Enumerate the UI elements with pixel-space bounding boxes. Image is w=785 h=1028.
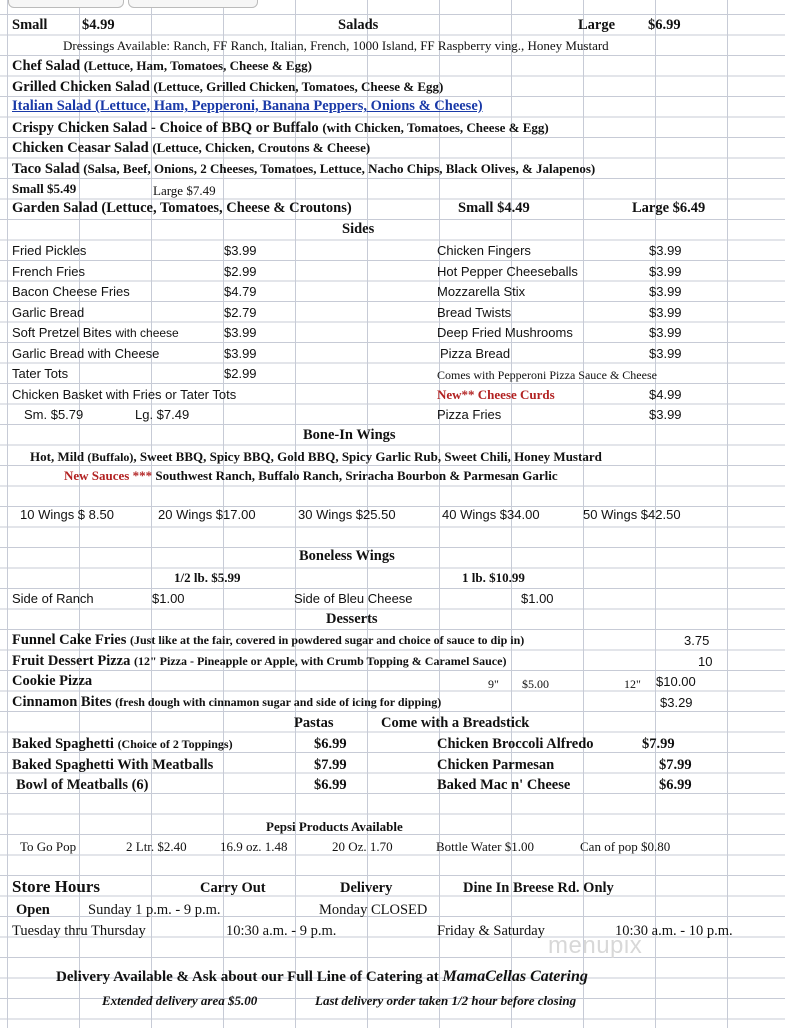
drink-price: 20 Oz. 1.70 [332, 839, 393, 854]
dessert-price: $3.29 [660, 695, 693, 710]
wing-price: 30 Wings $25.50 [298, 507, 396, 522]
taco-salad: Taco Salad (Salsa, Beef, Onions, 2 Cheeses, Tomatoes, Lettuce, Nacho Chips, Black Olives, & Jalapenos) [12, 161, 596, 177]
salads-large-price: $6.99 [648, 17, 681, 33]
boneless-title: Boneless Wings [299, 548, 395, 564]
side-price: $2.99 [224, 366, 257, 381]
side-price: $2.79 [224, 305, 257, 320]
extended-delivery: Extended delivery area $5.00 [102, 993, 258, 1008]
wing-sauces: Hot, Mild (Buffalo), Sweet BBQ, Spicy BBQ, Gold BBQ, Spicy Garlic Rub, Sweet Chili, Honey Mustard [30, 449, 602, 464]
side-ranch-price: $1.00 [152, 591, 185, 606]
delivery-label: Delivery [340, 880, 393, 896]
pasta-price: $7.99 [642, 736, 675, 752]
side-price: $4.79 [224, 284, 257, 299]
garden-large-price: Large $6.49 [632, 200, 706, 216]
store-hours-title: Store Hours [12, 877, 100, 896]
tue-thu-hours: 10:30 a.m. - 9 p.m. [226, 923, 337, 939]
drink-price: 2 Ltr. $2.40 [126, 839, 187, 854]
pastas-title: Pastas [294, 715, 334, 731]
wing-price: 20 Wings $17.00 [158, 507, 256, 522]
pastas-subtitle: Come with a Breadstick [381, 715, 530, 731]
cinnamon-bites: Cinnamon Bites (fresh dough with cinnamon sugar and side of icing for dipping) [12, 694, 442, 710]
side-item: Garlic Bread [12, 305, 85, 320]
boneless-one-price: 1 lb. $10.99 [462, 570, 525, 585]
crispy-chicken-salad: Crispy Chicken Salad - Choice of BBQ or Buffalo (with Chicken, Tomatoes, Cheese & Egg) [12, 120, 549, 136]
sunday-hours: Sunday 1 p.m. - 9 p.m. [88, 902, 221, 918]
last-delivery-order: Last delivery order taken 1/2 hour before closing [315, 993, 577, 1008]
side-item: Chicken Basket with Fries or Tater Tots [12, 387, 237, 402]
dressings-available: Dressings Available: Ranch, FF Ranch, Italian, French, 1000 Island, FF Raspberry ving., Honey Mustard [63, 38, 609, 53]
fruit-dessert-pizza: Fruit Dessert Pizza (12" Pizza - Pineapple or Apple, with Crumb Topping & Caramel Sauce) [12, 653, 507, 669]
sides-title: Sides [342, 221, 375, 237]
side-item: Fried Pickles [12, 243, 87, 258]
side-price: $3.99 [224, 243, 257, 258]
baked-spaghetti: Baked Spaghetti (Choice of 2 Toppings) [12, 736, 233, 752]
side-item: Garlic Bread with Cheese [12, 346, 160, 361]
dessert-price: 3.75 [684, 633, 710, 648]
side-item: Tater Tots [12, 366, 69, 381]
side-item: Chicken Fingers [437, 243, 531, 258]
drinks-title: Pepsi Products Available [266, 819, 403, 834]
drink-price: Can of pop $0.80 [580, 839, 671, 854]
side-ranch: Side of Ranch [12, 591, 94, 606]
dine-in-label: Dine In Breese Rd. Only [463, 880, 614, 896]
chef-salad: Chef Salad (Lettuce, Ham, Tomatoes, Cheese & Egg) [12, 58, 312, 74]
carry-out-label: Carry Out [200, 880, 266, 896]
wing-price: 50 Wings $42.50 [583, 507, 681, 522]
side-price: $3.99 [649, 346, 682, 361]
pasta-price: $6.99 [659, 777, 692, 793]
side-price: $3.99 [649, 407, 682, 422]
drink-price: Bottle Water $1.00 [436, 839, 535, 854]
chicken-caesar-salad: Chicken Ceasar Salad (Lettuce, Chicken, Croutons & Cheese) [12, 140, 371, 156]
drink-price: 16.9 oz. 1.48 [220, 839, 288, 854]
side-price: Sm. $5.79 [24, 407, 84, 422]
dessert-price: $5.00 [522, 677, 549, 691]
side-item: Soft Pretzel Bites with cheese [12, 325, 179, 340]
sheet-tab[interactable] [128, 0, 258, 8]
italian-salad: Italian Salad (Lettuce, Ham, Pepperoni, Banana Peppers, Onions & Cheese) [12, 98, 483, 114]
side-bleu-price: $1.00 [521, 591, 554, 606]
side-price: Lg. $7.49 [135, 407, 190, 422]
dessert-price: $10.00 [656, 674, 696, 689]
side-price: $3.99 [224, 346, 257, 361]
grilled-chicken-salad: Grilled Chicken Salad (Lettuce, Grilled Chicken, Tomatoes, Cheese & Egg) [12, 79, 444, 95]
side-bleu: Side of Bleu Cheese [294, 591, 413, 606]
wings-title: Bone-In Wings [303, 427, 396, 443]
cookie-pizza: Cookie Pizza [12, 673, 93, 689]
side-price: $2.99 [224, 264, 257, 279]
chicken-parmesan: Chicken Parmesan [437, 757, 555, 773]
salads-small-label: Small [12, 17, 48, 33]
garden-small-price: Small $4.49 [458, 200, 530, 216]
side-item: Bread Twists [437, 305, 512, 320]
baked-mac-cheese: Baked Mac n' Cheese [437, 777, 571, 793]
fri-sat-label: Friday & Saturday [437, 923, 545, 939]
side-price: $3.99 [649, 264, 682, 279]
salads-large-label: Large [578, 17, 616, 33]
fri-sat-hours: 10:30 a.m. - 10 p.m. [615, 923, 733, 939]
side-item: Bacon Cheese Fries [12, 284, 130, 299]
pasta-price: $6.99 [314, 736, 347, 752]
desserts-title: Desserts [326, 611, 378, 627]
pasta-price: $7.99 [659, 757, 692, 773]
salads-title: Salads [338, 17, 379, 33]
delivery-catering-line: Delivery Available & Ask about our Full Line of Catering at MamaCellas Catering [56, 968, 588, 985]
side-item: French Fries [12, 264, 85, 279]
side-item: Pizza Fries [437, 407, 502, 422]
side-price: $3.99 [224, 325, 257, 340]
sheet-tab[interactable] [8, 0, 124, 8]
side-price: $3.99 [649, 325, 682, 340]
pasta-price: $6.99 [314, 777, 347, 793]
pizza-bread-note: Comes with Pepperoni Pizza Sauce & Cheese [437, 368, 657, 382]
cookie-size: 12" [624, 677, 641, 691]
dessert-price: 10 [698, 654, 713, 669]
side-price: $3.99 [649, 243, 682, 258]
chicken-broccoli-alfredo: Chicken Broccoli Alfredo [437, 736, 594, 752]
wing-price: 10 Wings $ 8.50 [20, 507, 114, 522]
taco-large-price: Large $7.49 [153, 183, 216, 198]
bowl-of-meatballs: Bowl of Meatballs (6) [16, 777, 149, 793]
side-item: Deep Fried Mushrooms [437, 325, 573, 340]
garden-salad: Garden Salad (Lettuce, Tomatoes, Cheese & Croutons) [12, 200, 352, 216]
side-price: $3.99 [649, 305, 682, 320]
boneless-half-price: 1/2 lb. $5.99 [174, 570, 241, 585]
side-item: Mozzarella Stix [437, 284, 526, 299]
watermark: menupix [548, 932, 643, 959]
side-item: New** Cheese Curds [437, 387, 555, 402]
new-sauces: New Sauces *** Southwest Ranch, Buffalo Ranch, Sriracha Bourbon & Parmesan Garlic [64, 468, 558, 483]
tue-thu-label: Tuesday thru Thursday [12, 923, 146, 939]
funnel-cake-fries: Funnel Cake Fries (Just like at the fair, covered in powdered sugar and choice of sauce to dip in) [12, 632, 525, 648]
side-item: Pizza Bread [440, 346, 511, 361]
side-price: $4.99 [649, 387, 682, 402]
to-go-pop: To Go Pop [20, 839, 77, 854]
baked-spaghetti-meatballs: Baked Spaghetti With Meatballs [12, 757, 214, 773]
salads-small-price: $4.99 [82, 17, 115, 33]
taco-small-price: Small $5.49 [12, 181, 77, 196]
side-price: $3.99 [649, 284, 682, 299]
monday-hours: Monday CLOSED [319, 902, 428, 918]
open-label: Open [16, 902, 50, 918]
side-item: Hot Pepper Cheeseballs [437, 264, 578, 279]
cookie-size: 9" [488, 677, 499, 691]
wing-price: 40 Wings $34.00 [442, 507, 540, 522]
pasta-price: $7.99 [314, 757, 347, 773]
